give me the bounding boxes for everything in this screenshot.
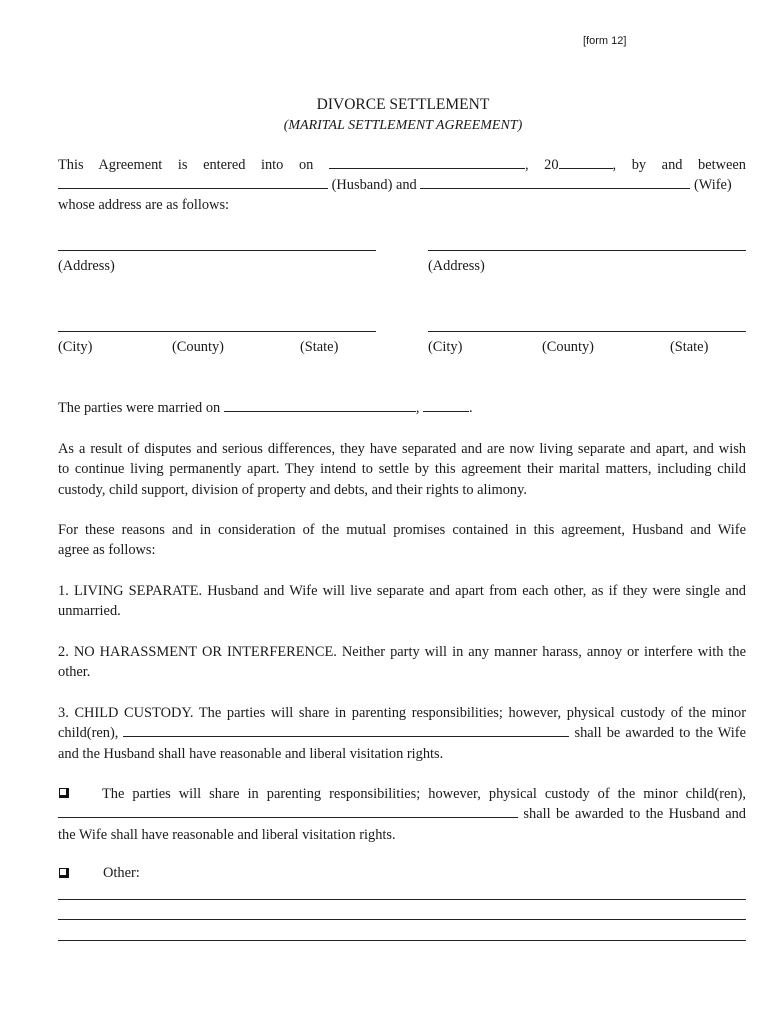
- address-intro: whose address are as follows:: [58, 197, 230, 213]
- husband-address-label: (Address): [58, 258, 115, 274]
- wife-city-label: (City): [428, 339, 463, 355]
- paragraph-line: to continue living permanently apart. They intend to settle by this agreement their marital matters, including child: [58, 461, 746, 478]
- other-label: Other:: [103, 865, 140, 881]
- other-line-1[interactable]: [58, 899, 746, 900]
- wife-label: (Wife): [693, 177, 732, 193]
- married-comma: ,: [415, 400, 420, 416]
- paragraph-line: and the Husband shall have reasonable and liberal visitation rights.: [58, 745, 444, 762]
- by-and-between-text: , by and between: [612, 157, 746, 173]
- intro-line-1: [58, 156, 746, 174]
- paragraph-line: other.: [58, 664, 91, 681]
- paragraph-line: The parties will share in parenting responsibilities; however, physical custody of the minor child(ren),: [102, 786, 746, 802]
- paragraph-line: 3. CHILD CUSTODY. The parties will share in parenting responsibilities; however, physical custody of the minor: [58, 705, 746, 721]
- married-line: [58, 399, 746, 417]
- intro-line-2: [58, 176, 746, 194]
- other-line-3[interactable]: [58, 940, 746, 941]
- husband-county-label: (County): [172, 339, 224, 355]
- husband-city-label: (City): [58, 339, 93, 355]
- reasons-paragraph: [58, 520, 746, 561]
- married-period: .: [469, 400, 473, 416]
- option-husband-text: shall be awarded to the Husband and: [523, 806, 746, 823]
- agreement-date-field[interactable]: [329, 156, 525, 169]
- paragraph-line: the Wife shall have reasonable and liberal visitation rights.: [58, 826, 396, 843]
- wife-address-field[interactable]: [428, 250, 746, 251]
- husband-city-county-state-field[interactable]: [58, 331, 376, 332]
- option-husband-custody: [58, 784, 746, 845]
- paragraph-line: custody, child support, division of property and debts, and their rights to alimony.: [58, 481, 527, 498]
- paragraph-line: 1. LIVING SEPARATE. Husband and Wife will live separate and apart from each other, as if they were single and: [58, 583, 746, 599]
- document-subtitle: (MARITAL SETTLEMENT AGREEMENT): [283, 118, 523, 133]
- other-line-2[interactable]: [58, 919, 746, 920]
- custody-children-text: child(ren),: [58, 725, 119, 742]
- wife-state-label: (State): [670, 339, 709, 355]
- year-prefix: , 20: [524, 157, 559, 173]
- husband-name-field[interactable]: [58, 176, 328, 189]
- intro-entered-text: This Agreement is entered into on: [58, 157, 314, 173]
- wife-county-label: (County): [542, 339, 594, 355]
- paragraph-line: [58, 723, 746, 743]
- other-checkbox[interactable]: [59, 868, 69, 878]
- custody-wife-text: shall be awarded to the Wife: [574, 725, 746, 742]
- paragraph-line: 2. NO HARASSMENT OR INTERFERENCE. Neither party will in any manner harass, annoy or interfere with the: [58, 644, 746, 660]
- clause-child-custody: [58, 703, 746, 764]
- clause-no-harassment: [58, 642, 746, 683]
- marriage-year-field[interactable]: [423, 399, 469, 412]
- form-number: [form 12]: [583, 35, 627, 47]
- husband-state-label: (State): [300, 339, 339, 355]
- husband-label: (Husband) and: [331, 177, 417, 193]
- marriage-date-field[interactable]: [224, 399, 416, 412]
- husband-custody-children-field[interactable]: [58, 805, 518, 818]
- wife-address-label: (Address): [428, 258, 485, 274]
- married-text: The parties were married on: [58, 400, 221, 416]
- paragraph-line: [58, 804, 746, 824]
- paragraph-line: For these reasons and in consideration of the mutual promises contained in this agreement, Husband and Wife: [58, 522, 746, 538]
- paragraph-line: agree as follows:: [58, 542, 156, 559]
- paragraph-line: unmarried.: [58, 603, 121, 620]
- document-title: DIVORCE SETTLEMENT: [316, 96, 490, 113]
- paragraph-line: As a result of disputes and serious differences, they have separated and are now living separate and apart, and wish: [58, 441, 746, 457]
- wife-custody-children-field[interactable]: [123, 724, 569, 737]
- disputes-paragraph: [58, 439, 746, 500]
- agreement-year-field[interactable]: [559, 156, 613, 169]
- wife-city-county-state-field[interactable]: [428, 331, 746, 332]
- clause-living-separate: [58, 581, 746, 622]
- wife-name-field[interactable]: [420, 176, 690, 189]
- husband-address-field[interactable]: [58, 250, 376, 251]
